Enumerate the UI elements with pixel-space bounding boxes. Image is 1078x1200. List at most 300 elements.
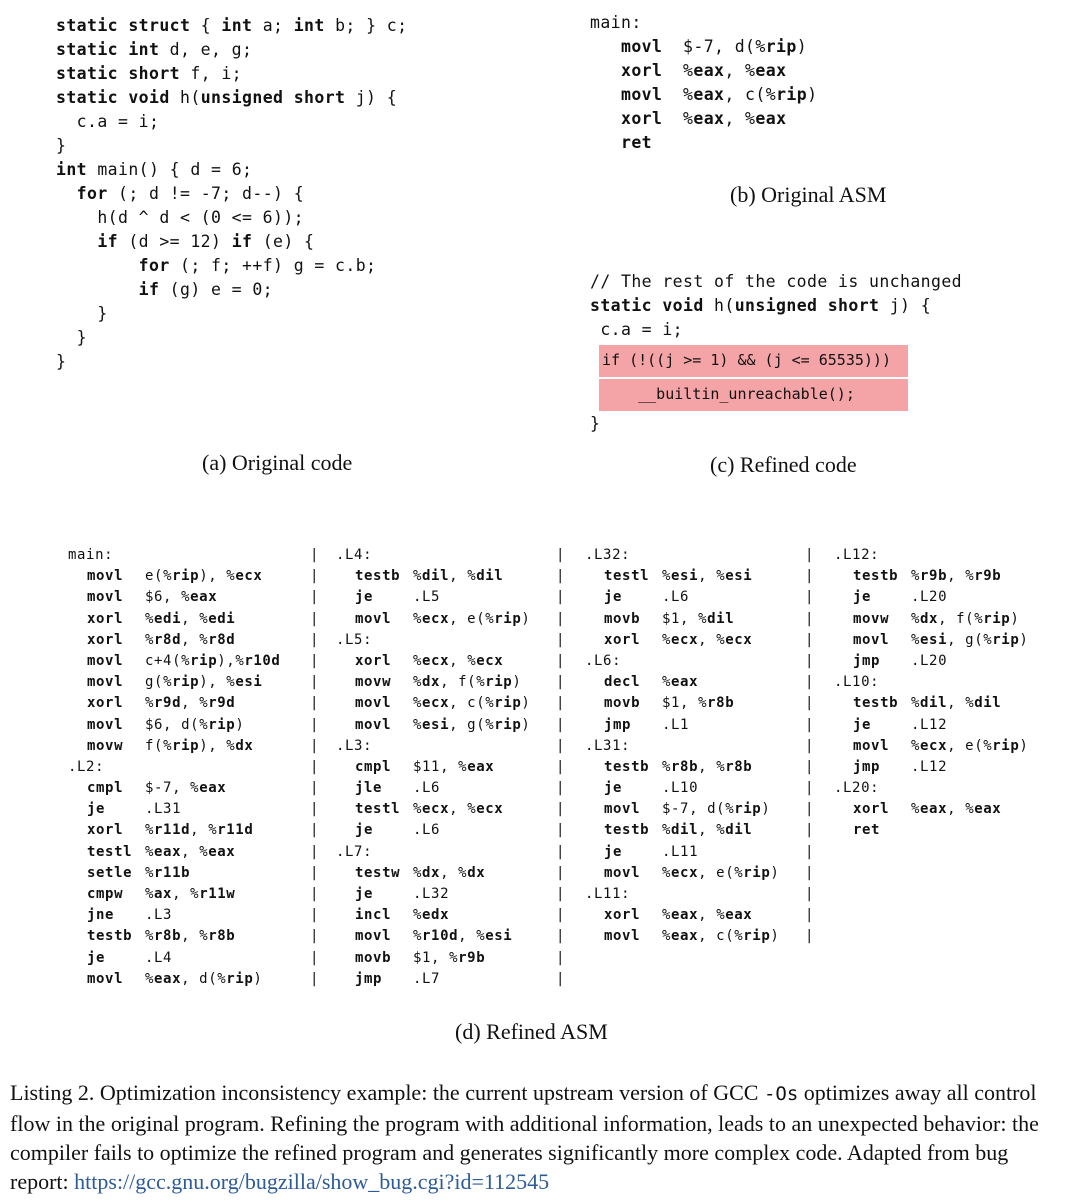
- asm-register: ecx: [422, 610, 450, 627]
- asm-operands: .L5: [413, 589, 441, 606]
- asm-instruction: [68, 672, 280, 693]
- column-separator-mark: |: [556, 716, 565, 733]
- asm-opcode: xorl: [87, 822, 124, 839]
- column-separator-mark: |: [556, 695, 565, 712]
- asm-register: edi: [208, 610, 236, 627]
- asm-register: r9d: [208, 695, 236, 712]
- code-line: [56, 350, 407, 374]
- column-separator-mark: |: [556, 674, 565, 691]
- column-separator-mark: |: [310, 758, 319, 775]
- asm-opcode: movl: [853, 631, 890, 648]
- asm-register: ecx: [671, 631, 699, 648]
- asm-opcode: jmp: [853, 758, 881, 775]
- asm-register: rip: [494, 610, 522, 627]
- asm-register: r10d: [422, 928, 459, 945]
- asm-instruction: [834, 566, 1028, 587]
- asm-register: rip: [743, 864, 771, 881]
- asm-opcode: movl: [355, 716, 392, 733]
- asm-instruction: [585, 672, 779, 693]
- asm-register: rip: [172, 737, 200, 754]
- code-keyword: rip: [765, 37, 797, 56]
- asm-register: r11d: [217, 822, 254, 839]
- asm-operands: .L12: [911, 716, 948, 733]
- asm-instruction: [336, 566, 530, 587]
- asm-register: dil: [422, 568, 450, 585]
- asm-register: r8b: [671, 758, 699, 775]
- asm-instruction: [68, 587, 280, 608]
- code-text: h(: [703, 296, 735, 315]
- asm-operands: %eax: [662, 674, 699, 691]
- asm-opcode: testb: [604, 758, 650, 775]
- code-line: [590, 11, 817, 35]
- refined-code-highlight-unreachable: __builtin_unreachable();: [599, 379, 908, 411]
- asm-instruction: [585, 905, 779, 926]
- code-keyword: static int: [56, 40, 160, 59]
- asm-opcode: movw: [853, 610, 890, 627]
- column-separator-mark: |: [310, 928, 319, 945]
- asm-register: ecx: [422, 652, 450, 669]
- code-text: %: [662, 85, 694, 104]
- code-keyword: unsigned short: [200, 88, 346, 107]
- column-separator-mark: |: [310, 886, 319, 902]
- column-separator-mark: |: [310, 547, 319, 563]
- code-keyword: movl: [621, 37, 663, 56]
- asm-instruction: [336, 693, 530, 714]
- code-keyword: eax: [693, 61, 725, 80]
- asm-label: main:: [68, 547, 114, 563]
- asm-operands: g(%rip), %esi: [145, 674, 263, 691]
- asm-opcode: xorl: [87, 610, 124, 627]
- asm-register: rip: [485, 674, 513, 691]
- asm-operands: %ecx, %ecx: [413, 652, 504, 669]
- column-separator-mark: |: [556, 822, 565, 839]
- column-separator-mark: |: [310, 949, 319, 966]
- asm-operands: %r11d, %r11d: [145, 822, 254, 839]
- asm-instruction: [336, 715, 530, 736]
- asm-instruction: [336, 948, 530, 969]
- code-text: [56, 256, 139, 275]
- code-text: j) {: [879, 296, 932, 315]
- asm-register: edx: [422, 907, 450, 924]
- original-code-block: [56, 14, 407, 374]
- asm-opcode: testl: [604, 568, 650, 585]
- asm-operands: %ecx, %ecx: [413, 801, 504, 818]
- column-separator-mark: |: [310, 864, 319, 881]
- asm-operands: $-7, %eax: [145, 780, 227, 797]
- asm-register: r11d: [154, 822, 191, 839]
- asm-opcode: incl: [355, 907, 392, 924]
- column-separator-mark: |: [805, 843, 814, 860]
- column-separator-mark: |: [310, 801, 319, 818]
- refined-asm-column-4: [834, 545, 1028, 842]
- asm-register: dil: [707, 610, 735, 627]
- column-separator-mark: |: [310, 907, 319, 924]
- column-separator-mark: |: [310, 695, 319, 712]
- column-separator-mark: |: [310, 652, 319, 669]
- code-text: [590, 61, 621, 80]
- column-separator-mark: |: [805, 864, 814, 881]
- column-separator-mark: |: [805, 801, 814, 818]
- asm-operands: %r8d, %r8d: [145, 631, 236, 648]
- asm-opcode: xorl: [87, 631, 124, 648]
- asm-operands: $6, d(%rip): [145, 716, 245, 733]
- column-separator-mark: |: [805, 674, 814, 691]
- asm-opcode: testb: [853, 695, 899, 712]
- code-text: (; f; ++f) g = c.b;: [169, 256, 377, 275]
- code-line: [590, 107, 817, 131]
- column-separator-mark: |: [556, 631, 565, 648]
- asm-instruction: [68, 905, 280, 926]
- code-keyword: unsigned short: [734, 296, 880, 315]
- asm-opcode: xorl: [355, 652, 392, 669]
- asm-register: r8d: [154, 631, 182, 648]
- asm-instruction: [336, 820, 530, 841]
- column-separator-mark: |: [805, 631, 814, 648]
- column-separator-mark: |: [805, 780, 814, 797]
- asm-opcode: movl: [87, 970, 124, 987]
- asm-opcode: movl: [604, 864, 641, 881]
- asm-register: eax: [920, 801, 948, 818]
- column-separator-mark: |: [310, 610, 319, 627]
- asm-register: dil: [671, 822, 699, 839]
- asm-operands: %ax, %r11w: [145, 886, 236, 902]
- asm-register: dx: [235, 737, 254, 754]
- asm-operands: %ecx, c(%rip): [413, 695, 531, 712]
- asm-register: rip: [734, 801, 762, 818]
- code-text: c.a = i;: [590, 320, 684, 339]
- asm-label: .L11:: [585, 886, 631, 902]
- asm-instruction: [834, 757, 1028, 778]
- asm-register: esi: [422, 716, 450, 733]
- asm-opcode: movl: [604, 801, 641, 818]
- code-keyword: static short: [56, 64, 181, 83]
- asm-instruction: [585, 863, 779, 884]
- asm-instruction: [68, 736, 280, 757]
- code-text: , %: [724, 61, 756, 80]
- code-text: (d >= 12): [118, 232, 232, 251]
- asm-register: dx: [422, 864, 441, 881]
- asm-operands: .L1: [662, 716, 690, 733]
- asm-instruction: [68, 799, 280, 820]
- asm-label: .L32:: [585, 547, 631, 563]
- code-text: d, e, g;: [159, 40, 253, 59]
- asm-operands: %esi, g(%rip): [413, 716, 531, 733]
- asm-register: eax: [467, 758, 495, 775]
- asm-instruction: [585, 820, 779, 841]
- asm-operands: .L20: [911, 589, 948, 606]
- column-separator-mark: |: [556, 907, 565, 924]
- code-keyword: int: [221, 16, 253, 35]
- asm-register: eax: [725, 907, 753, 924]
- listing-caption-flag: -Os: [763, 1083, 799, 1105]
- column-separator-mark: |: [556, 970, 565, 987]
- asm-operands: $11, %eax: [413, 758, 495, 775]
- column-separator-mark: |: [310, 674, 319, 691]
- asm-operands: %r8b, %r8b: [662, 758, 753, 775]
- asm-instruction: [585, 693, 779, 714]
- asm-operands: %r8b, %r8b: [145, 928, 236, 945]
- asm-register: rip: [172, 674, 200, 691]
- code-keyword: xorl: [621, 109, 663, 128]
- asm-register: esi: [485, 928, 513, 945]
- asm-instruction: [585, 566, 779, 587]
- asm-register: rip: [494, 695, 522, 712]
- asm-opcode: movl: [87, 652, 124, 669]
- code-text: }: [56, 304, 108, 323]
- asm-instruction: [336, 587, 530, 608]
- code-text: b; } c;: [324, 16, 408, 35]
- asm-register: dx: [920, 610, 939, 627]
- asm-instruction: [585, 630, 779, 651]
- asm-instruction: [834, 799, 1028, 820]
- asm-register: dx: [422, 674, 441, 691]
- column-separator-mark: |: [805, 822, 814, 839]
- code-keyword: eax: [755, 61, 787, 80]
- column-separator-mark: |: [556, 886, 565, 902]
- original-code-caption: (a) Original code: [202, 450, 353, 475]
- code-text: [590, 109, 621, 128]
- asm-opcode: setle: [87, 864, 133, 881]
- code-text: {: [190, 16, 222, 35]
- asm-register: r9b: [920, 568, 948, 585]
- code-text: }: [56, 328, 88, 347]
- bug-report-link[interactable]: https://gcc.gnu.org/bugzilla/show_bug.cgi?id=112545: [74, 1169, 550, 1194]
- column-separator-mark: |: [310, 716, 319, 733]
- code-text: %: [662, 109, 694, 128]
- asm-opcode: movb: [355, 949, 392, 966]
- code-text: h(: [169, 88, 201, 107]
- asm-opcode: je: [853, 589, 872, 606]
- asm-opcode: movl: [87, 674, 124, 691]
- code-text: (g) e = 0;: [159, 280, 274, 299]
- asm-opcode: jmp: [604, 716, 632, 733]
- asm-register: rip: [208, 716, 236, 733]
- code-text: [590, 85, 621, 104]
- asm-register: eax: [671, 674, 699, 691]
- asm-instruction: [68, 778, 280, 799]
- column-separator-mark: |: [805, 716, 814, 733]
- asm-register: rip: [743, 928, 771, 945]
- asm-operands: .L7: [413, 970, 441, 987]
- code-text: (e) {: [252, 232, 315, 251]
- asm-label: .L7:: [336, 843, 373, 860]
- code-keyword: ret: [621, 133, 653, 152]
- column-separator-mark: |: [556, 864, 565, 881]
- asm-instruction: [68, 948, 280, 969]
- refined-code-caption: (c) Refined code: [710, 452, 857, 477]
- asm-register: eax: [199, 780, 227, 797]
- column-separator-mark: |: [310, 568, 319, 585]
- asm-register: rip: [494, 716, 522, 733]
- asm-operands: .L3: [145, 907, 173, 924]
- asm-operands: %r9d, %r9d: [145, 695, 236, 712]
- code-line: [56, 38, 407, 62]
- code-keyword: movl: [621, 85, 663, 104]
- asm-instruction: [585, 778, 779, 799]
- asm-register: eax: [154, 843, 182, 860]
- code-keyword: static void: [590, 296, 704, 315]
- asm-opcode: cmpl: [355, 758, 392, 775]
- refined-asm-separator-2: [556, 545, 564, 990]
- asm-opcode: jmp: [355, 970, 383, 987]
- code-line: [56, 230, 407, 254]
- asm-operands: %ecx, e(%rip): [413, 610, 531, 627]
- code-keyword: eax: [693, 109, 725, 128]
- asm-operands: %ecx, e(%rip): [911, 737, 1029, 754]
- asm-operands: %eax, %eax: [662, 907, 753, 924]
- asm-register: r9b: [458, 949, 486, 966]
- asm-register: r8b: [154, 928, 182, 945]
- column-separator-mark: |: [805, 737, 814, 754]
- asm-instruction: [68, 693, 280, 714]
- asm-register: eax: [671, 907, 699, 924]
- code-text: }: [56, 136, 67, 155]
- asm-instruction: [585, 715, 779, 736]
- column-separator-mark: |: [805, 928, 814, 945]
- code-text: main() { d = 6;: [87, 160, 253, 179]
- asm-instruction: [68, 609, 280, 630]
- asm-opcode: je: [604, 589, 623, 606]
- asm-opcode: movw: [87, 737, 124, 754]
- asm-opcode: je: [853, 716, 872, 733]
- code-keyword: for: [138, 256, 170, 275]
- listing-caption-body: optimizes away all control flow in the original program. Refining the program with additional information, leads to an unexpected behavior: the compiler fails to optimize the refined program and generates significantly more complex code. Adapted from bug report:: [10, 1080, 1039, 1194]
- asm-opcode: je: [355, 886, 374, 902]
- code-text: (; d != -7; d--) {: [107, 184, 305, 203]
- asm-opcode: movl: [355, 695, 392, 712]
- asm-opcode: cmpl: [87, 780, 124, 797]
- asm-label: .L3:: [336, 737, 373, 754]
- column-separator-mark: |: [556, 589, 565, 606]
- asm-opcode: jle: [355, 780, 383, 797]
- asm-operands: %ecx, e(%rip): [662, 864, 780, 881]
- asm-instruction: [585, 799, 779, 820]
- asm-operands: %dx, %dx: [413, 864, 486, 881]
- code-text: , c(%: [724, 85, 777, 104]
- refined-asm-separator-3: [805, 545, 813, 948]
- asm-operands: $1, %dil: [662, 610, 735, 627]
- asm-register: r8d: [208, 631, 236, 648]
- asm-register: r11w: [199, 886, 236, 902]
- listing-caption: [10, 1078, 1070, 1196]
- code-keyword: if: [231, 232, 253, 251]
- original-asm-caption: (b) Original ASM: [730, 182, 887, 207]
- asm-label: .L5:: [336, 631, 373, 648]
- refined-asm-column-2: [336, 545, 530, 990]
- asm-instruction: [68, 630, 280, 651]
- asm-operands: %r11b: [145, 864, 191, 881]
- asm-operands: $-7, d(%rip): [662, 801, 771, 818]
- asm-register: esi: [235, 674, 263, 691]
- asm-opcode: movl: [87, 589, 124, 606]
- asm-instruction: [834, 587, 1028, 608]
- asm-register: esi: [920, 631, 948, 648]
- asm-register: rip: [992, 737, 1020, 754]
- asm-opcode: testl: [87, 843, 133, 860]
- refined-asm-caption: (d) Refined ASM: [455, 1019, 608, 1044]
- asm-register: r9b: [974, 568, 1002, 585]
- asm-opcode: je: [355, 589, 374, 606]
- asm-operands: .L6: [662, 589, 690, 606]
- asm-register: ecx: [476, 652, 504, 669]
- asm-register: ecx: [476, 801, 504, 818]
- code-keyword: int: [56, 160, 88, 179]
- asm-label: .L2:: [68, 758, 105, 775]
- asm-opcode: movl: [853, 737, 890, 754]
- original-asm-block: [590, 11, 817, 155]
- asm-register: dil: [725, 822, 753, 839]
- asm-register: r11b: [154, 864, 191, 881]
- asm-opcode: movl: [604, 928, 641, 945]
- code-line: [56, 134, 407, 158]
- column-separator-mark: |: [556, 928, 565, 945]
- column-separator-mark: |: [556, 652, 565, 669]
- code-text: h(d ^ d < (0 <= 6));: [56, 208, 305, 227]
- asm-instruction: [68, 863, 280, 884]
- asm-register: rip: [172, 568, 200, 585]
- asm-instruction: [336, 651, 530, 672]
- asm-opcode: movb: [604, 610, 641, 627]
- asm-opcode: decl: [604, 674, 641, 691]
- asm-opcode: testb: [853, 568, 899, 585]
- code-keyword: eax: [755, 109, 787, 128]
- asm-operands: %ecx, %ecx: [662, 631, 753, 648]
- asm-instruction: [585, 842, 779, 863]
- asm-instruction: [336, 778, 530, 799]
- asm-operands: $6, %eax: [145, 589, 218, 606]
- asm-register: rip: [226, 970, 254, 987]
- refined-code-block: [590, 270, 962, 342]
- asm-operands: c+4(%rip),%r10d: [145, 652, 281, 669]
- asm-operands: $1, %r8b: [662, 695, 735, 712]
- code-line: [590, 270, 962, 294]
- code-line: [590, 83, 817, 107]
- code-keyword: eax: [693, 85, 725, 104]
- asm-instruction: [68, 651, 280, 672]
- asm-operands: .L6: [413, 822, 441, 839]
- asm-opcode: movl: [87, 568, 124, 585]
- asm-instruction: [834, 651, 1028, 672]
- asm-register: ecx: [422, 695, 450, 712]
- code-text: c.a = i;: [56, 112, 160, 131]
- asm-instruction: [585, 926, 779, 947]
- asm-operands: .L6: [413, 780, 441, 797]
- asm-label: .L20:: [834, 780, 880, 797]
- code-line: [590, 59, 817, 83]
- refined-asm-separator-1: [310, 545, 318, 990]
- column-separator-mark: |: [805, 610, 814, 627]
- asm-opcode: xorl: [604, 907, 641, 924]
- code-line: [56, 86, 407, 110]
- refined-code-highlight-condition: if (!((j >= 1) && (j <= 65535))): [599, 345, 908, 377]
- code-text: , %: [724, 109, 756, 128]
- asm-instruction: [68, 820, 280, 841]
- asm-register: rip: [983, 610, 1011, 627]
- column-separator-mark: |: [310, 822, 319, 839]
- asm-opcode: movl: [355, 610, 392, 627]
- asm-register: eax: [190, 589, 218, 606]
- asm-instruction: [336, 799, 530, 820]
- asm-instruction: [834, 630, 1028, 651]
- code-line: [56, 206, 407, 230]
- asm-instruction: [68, 884, 280, 905]
- column-separator-mark: |: [310, 737, 319, 754]
- asm-opcode: xorl: [87, 695, 124, 712]
- code-text: a;: [252, 16, 294, 35]
- asm-register: ecx: [671, 864, 699, 881]
- asm-operands: %eax, d(%rip): [145, 970, 263, 987]
- column-separator-mark: |: [556, 801, 565, 818]
